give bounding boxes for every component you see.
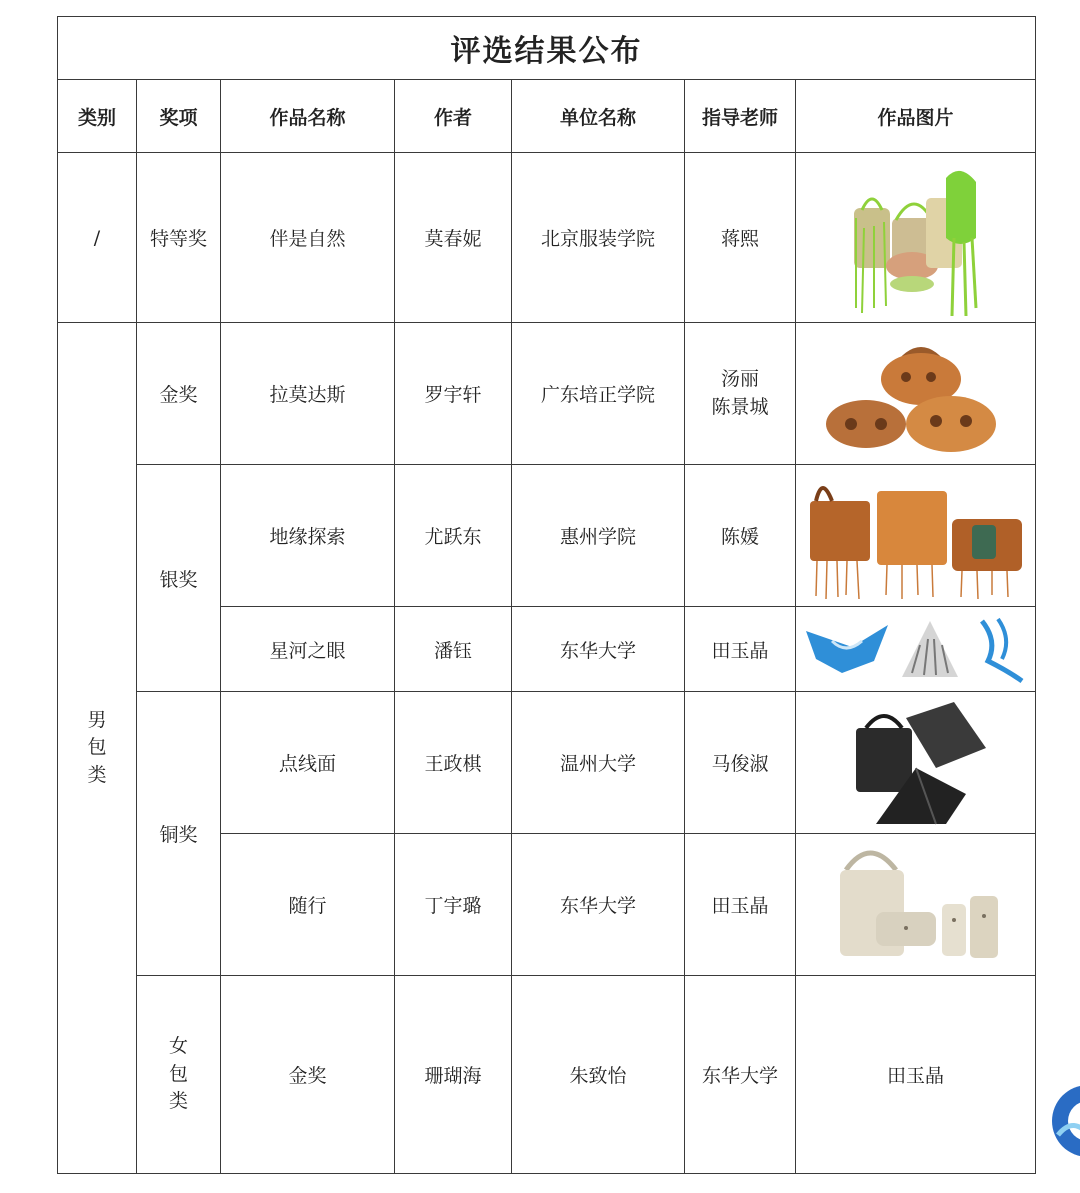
unit-cell: 广东培正学院 — [512, 323, 685, 465]
unit-cell: 惠州学院 — [512, 465, 685, 607]
results-table — [57, 16, 1036, 1174]
work-cell: 珊瑚海 — [395, 976, 512, 1174]
author-cell: 罗宇轩 — [395, 323, 512, 465]
teacher-cell: 田玉晶 — [685, 607, 796, 692]
header-work: 作品名称 — [221, 80, 395, 153]
category-cell: / — [58, 153, 137, 323]
work-cell: 点线面 — [221, 692, 395, 834]
unit-cell: 东华大学 — [685, 976, 796, 1174]
teacher-names: 汤丽 陈景城 — [711, 367, 769, 418]
green-woven-bags-photo — [796, 153, 1036, 323]
header-award: 奖项 — [137, 80, 221, 153]
table-row — [58, 692, 1036, 834]
award-cell: 金奖 — [137, 323, 221, 465]
work-cell: 地缘探索 — [221, 465, 395, 607]
header-unit: 单位名称 — [512, 80, 685, 153]
header-row — [58, 80, 1036, 153]
teacher-cell — [685, 323, 796, 465]
teacher-cell: 田玉晶 — [796, 976, 1036, 1174]
brown-leather-bags-photo — [796, 323, 1036, 465]
category-men: 男包类 — [87, 708, 107, 786]
author-cell: 王政棋 — [395, 692, 512, 834]
author-cell: 莫春妮 — [395, 153, 512, 323]
award-cell: 特等奖 — [137, 153, 221, 323]
award-cell: 银奖 — [137, 465, 221, 692]
table-row — [58, 323, 1036, 465]
work-cell: 星河之眼 — [221, 607, 395, 692]
category-cell — [58, 323, 137, 1174]
header-author: 作者 — [395, 80, 512, 153]
work-cell: 拉莫达斯 — [221, 323, 395, 465]
table-title: 评选结果公布 — [58, 17, 1036, 80]
author-cell: 朱致怡 — [512, 976, 685, 1174]
teacher-cell: 蒋熙 — [685, 153, 796, 323]
teacher-cell: 陈媛 — [685, 465, 796, 607]
teacher-cell: 田玉晶 — [685, 834, 796, 976]
unit-cell: 温州大学 — [512, 692, 685, 834]
header-category: 类别 — [58, 80, 137, 153]
teacher-cell: 马俊淑 — [685, 692, 796, 834]
table-row — [58, 153, 1036, 323]
unit-cell: 北京服装学院 — [512, 153, 685, 323]
work-cell: 随行 — [221, 834, 395, 976]
category-cell — [137, 976, 221, 1174]
award-cell: 金奖 — [221, 976, 395, 1174]
table-row — [58, 976, 1036, 1174]
header-image: 作品图片 — [796, 80, 1036, 153]
unit-cell: 东华大学 — [512, 834, 685, 976]
author-cell: 潘钰 — [395, 607, 512, 692]
tan-fringe-bags-photo — [796, 465, 1036, 607]
work-cell: 伴是自然 — [221, 153, 395, 323]
category-women: 女包类 — [168, 1035, 188, 1113]
cream-bags-set-photo — [796, 834, 1036, 976]
author-cell: 丁宇璐 — [395, 834, 512, 976]
author-cell: 尤跃东 — [395, 465, 512, 607]
unit-cell: 东华大学 — [512, 607, 685, 692]
black-leather-bags-photo — [796, 692, 1036, 834]
header-teacher: 指导老师 — [685, 80, 796, 153]
blue-backpacks-photo — [796, 607, 1036, 692]
table-row — [58, 465, 1036, 607]
award-cell: 铜奖 — [137, 692, 221, 976]
